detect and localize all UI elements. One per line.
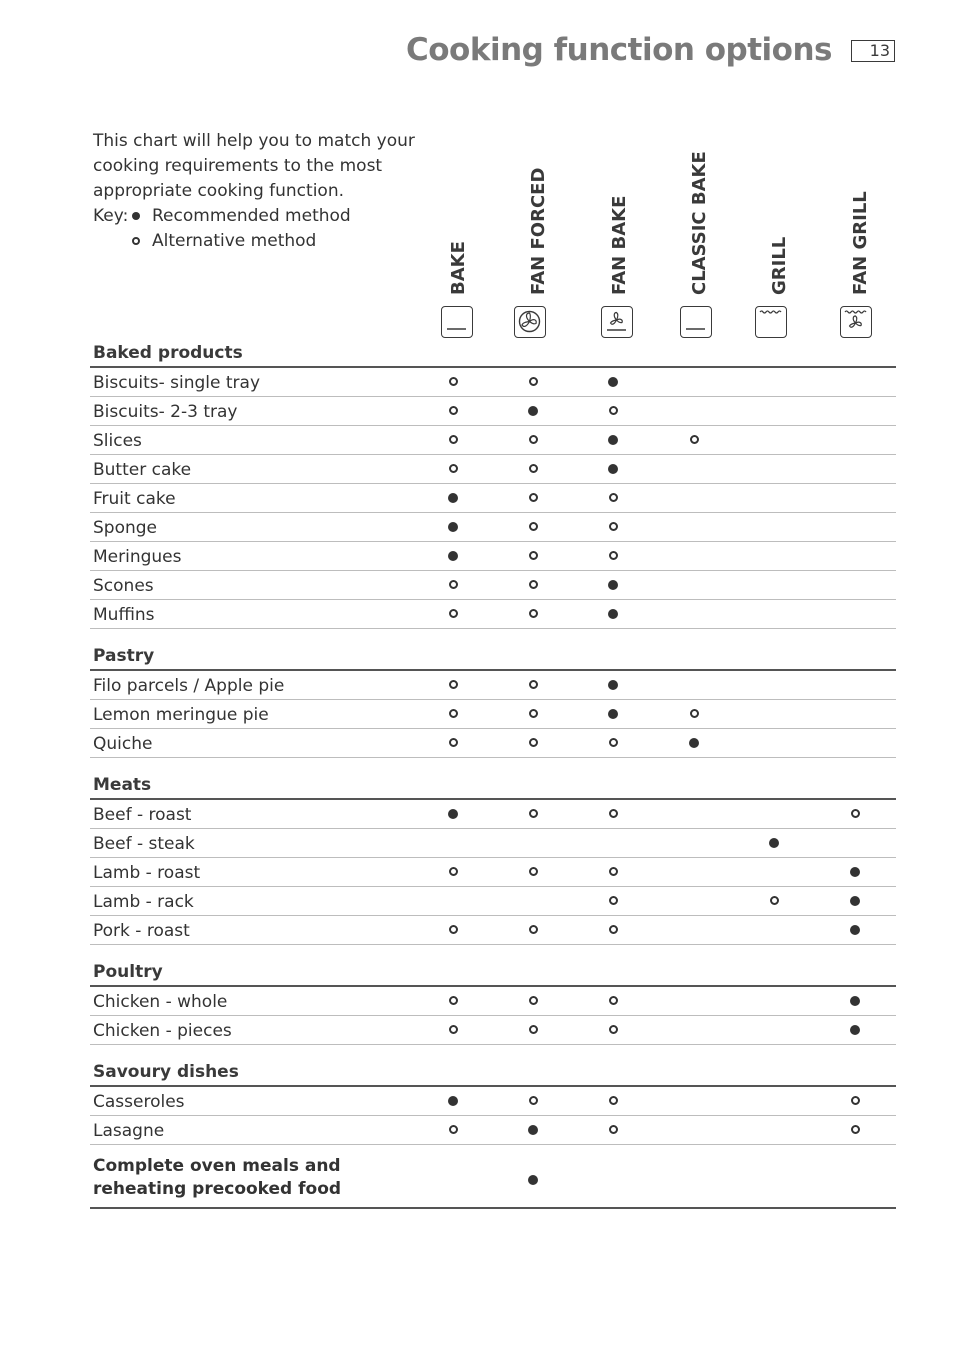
table-row <box>90 426 896 455</box>
recommended-dot-icon <box>608 680 618 690</box>
cell-bake <box>447 600 459 628</box>
cell-fan-grill <box>849 887 861 915</box>
cell-fan-bake <box>607 368 619 396</box>
cell-fan-forced <box>527 426 539 454</box>
recommended-dot-icon <box>769 838 779 848</box>
alternative-circle-icon <box>851 809 860 818</box>
cell-bake <box>447 426 459 454</box>
alternative-circle-icon <box>529 377 538 386</box>
alternative-circle-icon <box>449 1125 458 1134</box>
table-row <box>90 700 896 729</box>
cell-bake <box>447 542 459 570</box>
alternative-circle-icon <box>770 896 779 905</box>
cell-fan-forced <box>527 916 539 944</box>
alternative-circle-icon <box>529 493 538 502</box>
key-recommended <box>93 204 423 229</box>
cell-fan-bake <box>607 729 619 757</box>
fan-grill-icon <box>840 306 872 338</box>
recommended-dot-icon <box>608 609 618 619</box>
alternative-circle-icon <box>529 580 538 589</box>
cell-fan-bake <box>607 916 619 944</box>
cell-fan-bake <box>607 484 619 512</box>
recommended-dot-icon <box>850 996 860 1006</box>
intro-line: appropriate cooking function. <box>93 181 344 201</box>
section-heading: Pastry <box>90 643 896 671</box>
row-label: Sponge <box>93 518 158 538</box>
cell-bake <box>447 513 459 541</box>
alternative-circle-icon <box>449 406 458 415</box>
cell-fan-bake <box>607 858 619 886</box>
recommended-dot-icon <box>689 738 699 748</box>
row-label: Muffins <box>93 605 155 625</box>
alternative-circle-icon <box>449 996 458 1005</box>
alternative-circle-icon <box>609 925 618 934</box>
table-row <box>90 1087 896 1116</box>
table-row <box>90 1016 896 1045</box>
table-row <box>90 887 896 916</box>
cell-fan-grill <box>849 800 861 828</box>
row-label: Fruit cake <box>93 489 176 509</box>
cell-bake <box>447 729 459 757</box>
table-row <box>90 916 896 945</box>
cell-fan-forced <box>527 600 539 628</box>
alternative-circle-icon <box>529 1025 538 1034</box>
alternative-circle-icon <box>132 237 140 245</box>
alternative-circle-icon <box>449 435 458 444</box>
alternative-circle-icon <box>449 464 458 473</box>
row-label: Beef - steak <box>93 834 195 854</box>
cell-fan-forced <box>527 671 539 699</box>
recommended-dot-icon <box>608 377 618 387</box>
row-label: Lasagne <box>93 1121 165 1141</box>
column-header-fan-forced <box>517 150 557 295</box>
cell-fan-bake <box>607 571 619 599</box>
cell-fan-bake <box>607 1087 619 1115</box>
alternative-circle-icon <box>529 996 538 1005</box>
cell-bake <box>447 1016 459 1044</box>
column-header-grill <box>758 150 798 295</box>
row-label: Biscuits- single tray <box>93 373 261 393</box>
intro-line: This chart will help you to match your <box>93 131 415 151</box>
table-row <box>90 671 896 700</box>
grill-icon <box>755 306 787 338</box>
recommended-dot-icon <box>528 1125 538 1135</box>
column-label: FAN GRILL <box>850 191 871 295</box>
table-row <box>90 800 896 829</box>
row-label: Quiche <box>93 734 153 754</box>
cell-bake <box>447 397 459 425</box>
cell-fan-forced <box>527 1087 539 1115</box>
recommended-dot-icon <box>448 1096 458 1106</box>
recommended-dot-icon <box>850 896 860 906</box>
alternative-circle-icon <box>529 522 538 531</box>
cell-classic-bake <box>688 729 700 757</box>
column-header-fan-grill <box>839 150 879 295</box>
cell-fan-bake <box>607 700 619 728</box>
column-label: CLASSIC BAKE <box>689 151 710 295</box>
row-label: Meringues <box>93 547 182 567</box>
row-label: Filo parcels / Apple pie <box>93 676 285 696</box>
table-row <box>90 987 896 1016</box>
cell-bake <box>447 571 459 599</box>
row-label: Lemon meringue pie <box>93 705 269 725</box>
recommended-dot-icon <box>850 1025 860 1035</box>
recommended-dot-icon <box>448 522 458 532</box>
recommended-dot-icon <box>850 867 860 877</box>
cooking-function-table <box>90 340 896 1209</box>
cell-fan-forced <box>527 455 539 483</box>
alternative-circle-icon <box>609 996 618 1005</box>
alternative-circle-icon <box>529 609 538 618</box>
cell-fan-bake <box>607 987 619 1015</box>
row-label: Scones <box>93 576 154 596</box>
alternative-circle-icon <box>529 809 538 818</box>
alternative-circle-icon <box>609 738 618 747</box>
cell-bake <box>447 858 459 886</box>
alternative-circle-icon <box>609 493 618 502</box>
recommended-dot-icon <box>608 435 618 445</box>
alternative-circle-icon <box>449 377 458 386</box>
cell-fan-forced <box>527 729 539 757</box>
cell-fan-grill <box>849 916 861 944</box>
cell-fan-bake <box>607 455 619 483</box>
section-heading: Baked products <box>90 340 896 368</box>
alternative-circle-icon <box>609 896 618 905</box>
table-row <box>90 397 896 426</box>
column-label: FAN FORCED <box>528 167 549 295</box>
alternative-circle-icon <box>851 1096 860 1105</box>
alternative-circle-icon <box>690 709 699 718</box>
cell-fan-bake <box>607 1016 619 1044</box>
alternative-circle-icon <box>529 709 538 718</box>
column-header-bake <box>437 150 477 295</box>
recommended-dot-icon <box>608 709 618 719</box>
cell-fan-forced <box>527 513 539 541</box>
cell-bake <box>447 916 459 944</box>
alternative-circle-icon <box>449 925 458 934</box>
cell-grill <box>768 887 780 915</box>
cell-fan-forced <box>527 542 539 570</box>
alternative-circle-icon <box>449 680 458 689</box>
alternative-circle-icon <box>449 738 458 747</box>
recommended-dot-icon <box>608 464 618 474</box>
cell-fan-forced <box>527 368 539 396</box>
cell-fan-grill <box>849 858 861 886</box>
cell-bake <box>447 1116 459 1144</box>
cell-fan-forced <box>527 858 539 886</box>
table-row <box>90 829 896 858</box>
alternative-circle-icon <box>449 609 458 618</box>
column-header-fan-bake <box>598 150 638 295</box>
cell-fan-bake <box>607 800 619 828</box>
classic-bake-icon <box>680 306 712 338</box>
table-row <box>90 858 896 887</box>
recommended-dot-icon <box>448 551 458 561</box>
alternative-circle-icon <box>609 551 618 560</box>
table-row <box>90 513 896 542</box>
alternative-circle-icon <box>690 435 699 444</box>
cell-fan-bake <box>607 513 619 541</box>
recommended-dot-icon <box>528 1175 538 1185</box>
page-title: Cooking function options <box>406 32 832 68</box>
cell-fan-bake <box>607 426 619 454</box>
key-alternative-label: Alternative method <box>152 231 317 251</box>
key-recommended-label: Recommended method <box>152 206 351 226</box>
row-label-line: Complete oven meals and <box>93 1156 341 1176</box>
table-row <box>90 571 896 600</box>
column-header-classic-bake <box>678 150 718 295</box>
table-row <box>90 1116 896 1145</box>
recommended-dot-icon <box>528 406 538 416</box>
alternative-circle-icon <box>529 1096 538 1105</box>
cell-fan-bake <box>607 1116 619 1144</box>
alternative-circle-icon <box>609 867 618 876</box>
cell-fan-forced <box>527 484 539 512</box>
row-label <box>93 1155 393 1201</box>
alternative-circle-icon <box>529 464 538 473</box>
cell-bake <box>447 800 459 828</box>
alternative-circle-icon <box>609 1025 618 1034</box>
intro-line: cooking requirements to the most <box>93 156 383 176</box>
alternative-circle-icon <box>609 809 618 818</box>
table-row <box>90 455 896 484</box>
recommended-dot-icon <box>132 212 140 220</box>
alternative-circle-icon <box>609 1125 618 1134</box>
row-label: Lamb - roast <box>93 863 201 883</box>
section-heading: Meats <box>90 772 896 800</box>
section-heading: Savoury dishes <box>90 1059 896 1087</box>
row-label: Lamb - rack <box>93 892 194 912</box>
cell-fan-forced <box>527 1016 539 1044</box>
cell-fan-grill <box>849 987 861 1015</box>
cell-fan-forced <box>527 987 539 1015</box>
table-row <box>90 484 896 513</box>
bake-icon <box>441 306 473 338</box>
alternative-circle-icon <box>609 522 618 531</box>
column-label: BAKE <box>448 241 469 295</box>
column-label: GRILL <box>769 236 790 295</box>
cell-bake <box>447 368 459 396</box>
table-row <box>90 600 896 629</box>
fan-bake-icon <box>601 306 633 338</box>
cell-fan-forced <box>527 397 539 425</box>
alternative-circle-icon <box>529 435 538 444</box>
row-label: Biscuits- 2-3 tray <box>93 402 238 422</box>
row-label: Casseroles <box>93 1092 185 1112</box>
row-label: Butter cake <box>93 460 192 480</box>
row-label: Pork - roast <box>93 921 190 941</box>
cell-fan-forced <box>527 1145 539 1207</box>
row-label-line: reheating precooked food <box>93 1179 342 1199</box>
cell-bake <box>447 1087 459 1115</box>
fan-forced-icon <box>514 306 546 338</box>
cell-grill <box>768 829 780 857</box>
table-row <box>90 368 896 397</box>
recommended-dot-icon <box>448 493 458 503</box>
cell-bake <box>447 484 459 512</box>
cell-fan-forced <box>527 571 539 599</box>
alternative-circle-icon <box>449 1025 458 1034</box>
recommended-dot-icon <box>608 580 618 590</box>
table-row-complete-meals <box>90 1145 896 1209</box>
row-label: Chicken - whole <box>93 992 228 1012</box>
table-row <box>90 729 896 758</box>
cell-fan-bake <box>607 887 619 915</box>
intro-text <box>93 129 423 254</box>
page-number: 13 <box>851 40 895 62</box>
key-alternative <box>93 229 423 254</box>
cell-bake <box>447 455 459 483</box>
cell-fan-bake <box>607 542 619 570</box>
cell-fan-forced <box>527 1116 539 1144</box>
section-heading: Poultry <box>90 959 896 987</box>
alternative-circle-icon <box>529 551 538 560</box>
cell-classic-bake <box>688 700 700 728</box>
cell-fan-grill <box>849 1087 861 1115</box>
row-label: Slices <box>93 431 142 451</box>
cell-fan-grill <box>849 1016 861 1044</box>
cell-fan-bake <box>607 671 619 699</box>
key-label: Key: <box>93 206 129 226</box>
alternative-circle-icon <box>609 406 618 415</box>
alternative-circle-icon <box>449 867 458 876</box>
cell-fan-forced <box>527 700 539 728</box>
alternative-circle-icon <box>529 680 538 689</box>
cell-fan-bake <box>607 600 619 628</box>
alternative-circle-icon <box>449 580 458 589</box>
alternative-circle-icon <box>529 867 538 876</box>
alternative-circle-icon <box>529 738 538 747</box>
alternative-circle-icon <box>609 1096 618 1105</box>
recommended-dot-icon <box>850 925 860 935</box>
table-row <box>90 542 896 571</box>
alternative-circle-icon <box>449 709 458 718</box>
cell-fan-bake <box>607 397 619 425</box>
row-label: Beef - roast <box>93 805 192 825</box>
row-label: Chicken - pieces <box>93 1021 232 1041</box>
column-label: FAN BAKE <box>609 195 630 295</box>
cell-classic-bake <box>688 426 700 454</box>
cell-bake <box>447 987 459 1015</box>
alternative-circle-icon <box>851 1125 860 1134</box>
alternative-circle-icon <box>529 925 538 934</box>
cell-bake <box>447 700 459 728</box>
cell-fan-forced <box>527 800 539 828</box>
cell-bake <box>447 671 459 699</box>
cell-fan-grill <box>849 1116 861 1144</box>
recommended-dot-icon <box>448 809 458 819</box>
